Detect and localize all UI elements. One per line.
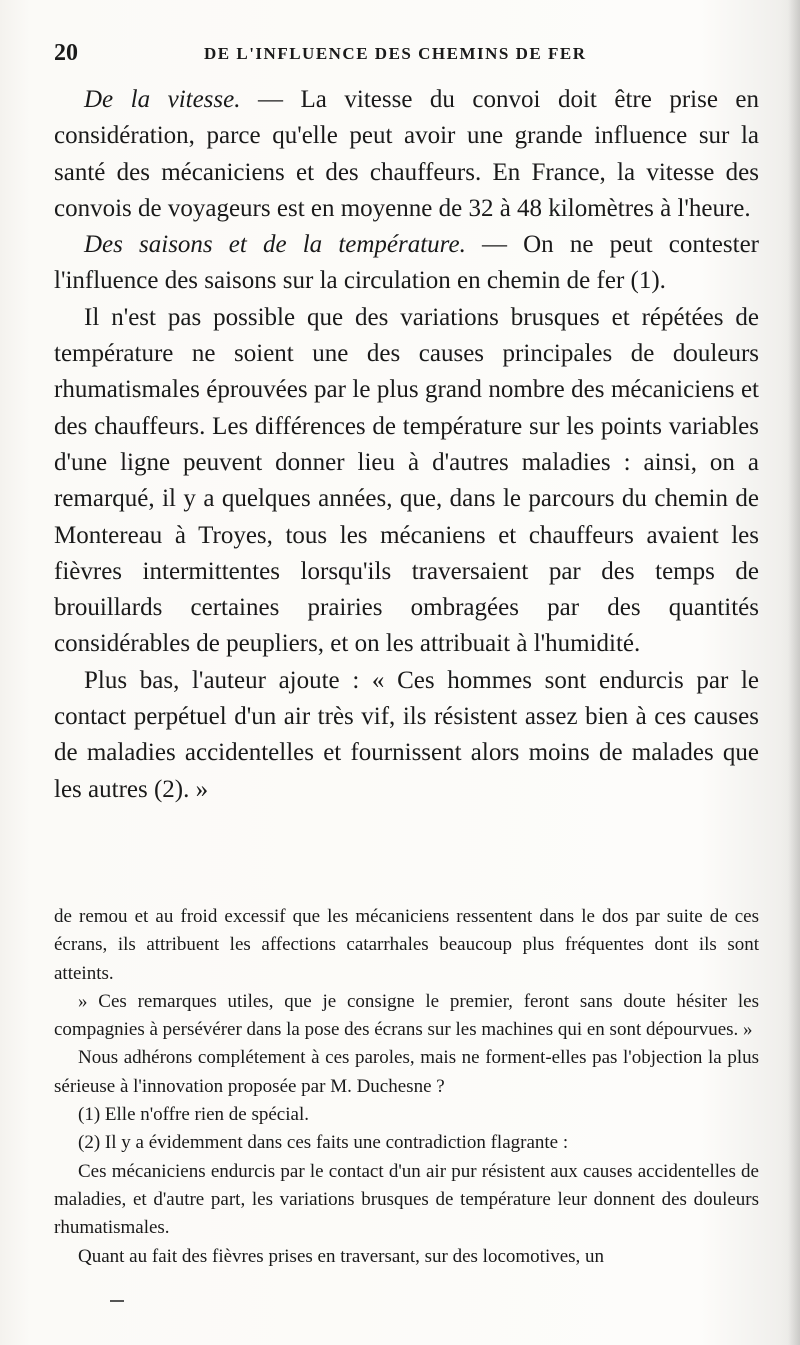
paragraph-text: — La vitesse du convoi doit être prise en considération, parce qu'elle peut avoir une grande influence sur la santé des mécaniciens et des chauffeurs. En France, la vitesse des convois de voyageurs est en moyenne de 32 à 48 kilomètres à l'heure. [54,86,760,222]
running-title: DE L'INFLUENCE DES CHEMINS DE FER [204,44,587,63]
footnote-2: (2) Il y a évidemment dans ces faits une contradiction flagrante : [78,1132,569,1154]
page-mark [110,1300,124,1302]
paragraph-text: — On ne peut contester l'influence des saisons sur la circulation en chemin de fer (1). [54,231,759,295]
footnote-comment: Nous adhérons complétement à ces paroles, mais ne forment-elles pas l'objection la plus sérieuse à l'innovation proposée par M. Duchesne ? [54,1047,759,1097]
footnote-continuation: de remou et au froid excessif que les mécaniciens ressentent dans le dos par suite de ces écrans, ils attribuent les affections catarrhales beaucoup plus fréquentes dont ils sont atteints. [54,906,759,984]
page-edge-shadow [788,0,800,1345]
section-heading-saisons: Des saisons et de la température. [84,231,466,259]
paragraph-saisons [54,227,759,300]
page-number: 20 [54,40,78,66]
main-text [54,82,759,808]
footnotes [54,903,759,1271]
paragraph-vitesse [54,82,759,227]
page-header [54,40,760,70]
footnote-1: (1) Elle n'offre rien de spécial. [78,1104,309,1126]
footnote-quote: » Ces remarques utiles, que je consigne le premier, feront sans doute hésiter les compagnies à persévérer dans la pose des écrans sur les machines qui en sont dépourvues. » [54,990,759,1041]
footnote-2-continued: Quant au fait des fièvres prises en traversant, sur des locomotives, un [78,1245,605,1267]
section-heading-vitesse: De la vitesse. [84,86,241,113]
paragraph-auteur: Plus bas, l'auteur ajoute : « Ces hommes sont endurcis par le contact perpétuel d'un air très vif, ils résistent assez bien à ces causes de maladies accidentelles et fournissent alors moins de malades que les autres (2). » [54,666,759,803]
paragraph-variations: Il n'est pas possible que des variations brusques et répétées de température ne soient une des causes principales de douleurs rhumatismales éprouvées par le plus grand nombre des mécaniciens et des chauffeurs. Les différences de température sur les points variables d'une ligne peuvent donner lieu à d'autres maladies : ainsi, on a remarqué, il y a quelques années, que, dans le parcours du chemin de Montereau à Troyes, tous les mécaniens et chauffeurs avaient les fièvres intermittentes lorsqu'ils traversaient par des temps de brouillards certaines prairies ombragées par des quantités considérables de peupliers, et on les attribuait à l'humidité. [54,303,759,658]
footnote-2-body: Ces mécaniciens endurcis par le contact d'un air pur résistent aux causes accidentelles de maladies, et d'autre part, les variations brusques de température leur donnent des douleurs rhumatismales. [54,1160,759,1239]
